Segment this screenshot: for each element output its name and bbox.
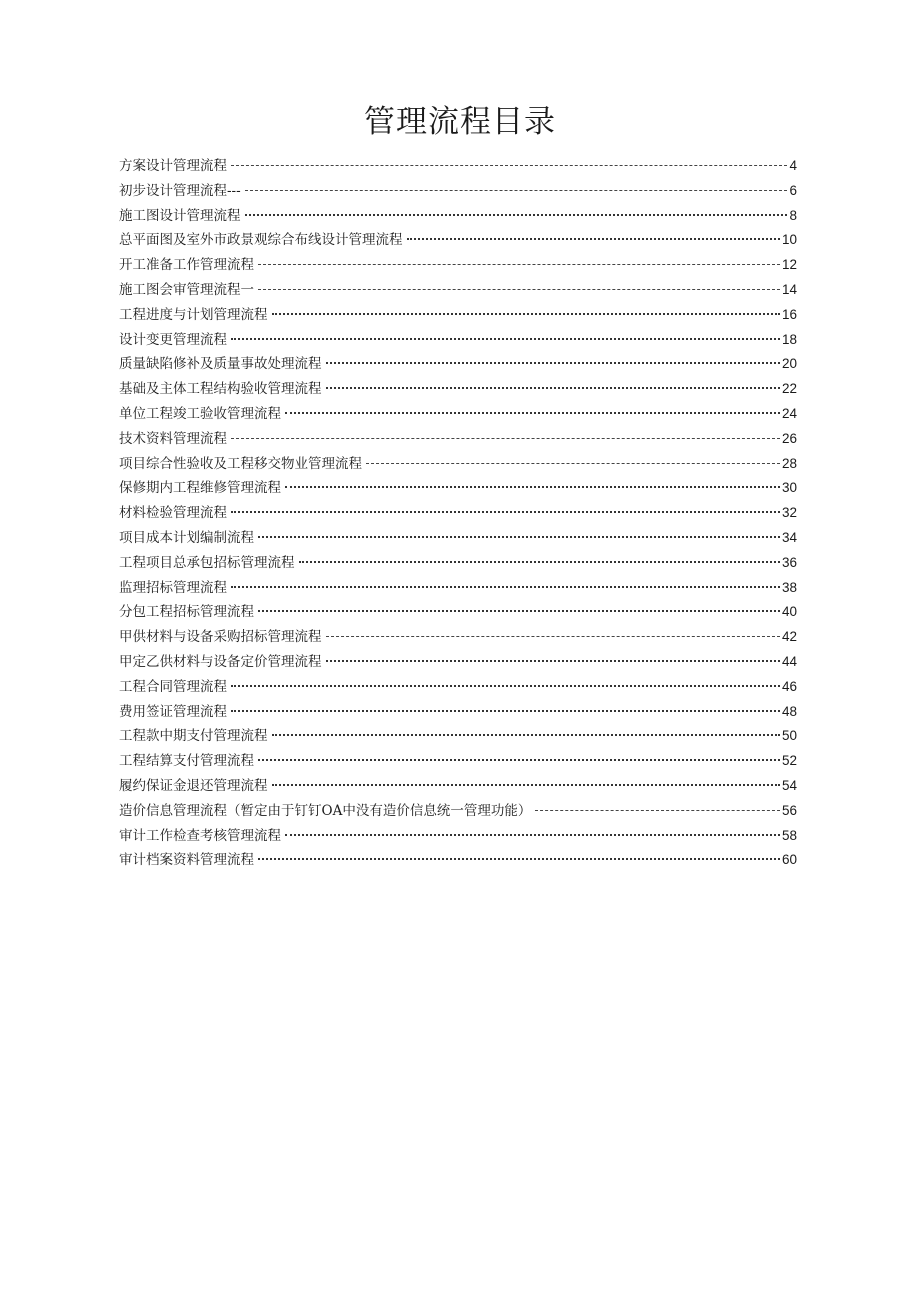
toc-entry-leader	[231, 338, 780, 340]
toc-entry[interactable]	[119, 278, 797, 303]
toc-entry[interactable]	[119, 328, 797, 353]
toc-entry-page-number: 14	[781, 281, 797, 297]
toc-entry-label: 设计变更管理流程	[119, 331, 227, 348]
toc-entry[interactable]	[119, 377, 797, 402]
toc-entry-leader	[245, 190, 788, 191]
toc-entry[interactable]	[119, 824, 797, 849]
toc-entry-leader	[231, 710, 780, 712]
toc-entry-page-number: 22	[781, 381, 797, 397]
toc-entry-leader	[285, 412, 780, 414]
toc-entry-label: 工程进度与计划管理流程	[119, 306, 268, 323]
toc-entry-label: 工程项目总承包招标管理流程	[119, 554, 295, 571]
toc-entry-label: 保修期内工程维修管理流程	[119, 480, 281, 497]
toc-entry-page-number: 8	[789, 207, 797, 223]
toc-entry-label: 甲供材料与设备采购招标管理流程	[119, 629, 322, 646]
toc-entry-leader	[299, 561, 780, 563]
toc-entry-label: 质量缺陷修补及质量事故处理流程	[119, 356, 322, 373]
page-title: 管理流程目录	[364, 104, 556, 140]
toc-entry-leader	[407, 238, 780, 240]
toc-entry-leader	[231, 438, 780, 439]
toc-entry-page-number: 16	[781, 306, 797, 322]
toc-entry-label: 开工准备工作管理流程	[119, 257, 254, 274]
toc-entry-page-number: 28	[781, 455, 797, 471]
toc-entry-label: 总平面图及室外市政景观综合布线设计管理流程	[119, 232, 403, 249]
toc-entry-page-number: 48	[781, 703, 797, 719]
toc-entry[interactable]	[119, 576, 797, 601]
toc-entry-page-number: 20	[781, 356, 797, 372]
toc-entry-page-number: 6	[789, 182, 797, 198]
toc-entry-page-number: 44	[781, 653, 797, 669]
toc-entry[interactable]	[119, 724, 797, 749]
toc-entry-page-number: 4	[789, 158, 797, 173]
toc-entry-page-number: 30	[781, 480, 797, 496]
toc-entry-page-number: 42	[781, 629, 797, 645]
toc-entry-leader	[231, 511, 780, 513]
toc-entry[interactable]	[119, 303, 797, 328]
toc-entry[interactable]	[119, 402, 797, 427]
toc-entry-page-number: 26	[781, 430, 797, 446]
toc-entry-leader	[326, 362, 780, 364]
toc-entry[interactable]	[119, 848, 797, 873]
toc-entry[interactable]	[119, 675, 797, 700]
toc-entry[interactable]	[119, 427, 797, 452]
toc-entry-leader	[272, 734, 780, 736]
toc-entry-leader	[258, 610, 780, 612]
toc-entry-leader	[258, 858, 780, 860]
toc-entry-page-number: 54	[781, 777, 797, 793]
toc-entry-leader	[245, 214, 788, 216]
toc-entry-label: 分包工程招标管理流程	[119, 604, 254, 621]
toc-entry[interactable]	[119, 352, 797, 377]
toc-entry-leader	[326, 636, 780, 637]
toc-entry-label: 审计档案资料管理流程	[119, 852, 254, 869]
toc-entry-label: 技术资料管理流程	[119, 430, 227, 447]
toc-entry[interactable]	[119, 476, 797, 501]
toc-entry-page-number: 10	[781, 232, 797, 248]
toc-entry-page-number: 52	[781, 753, 797, 769]
toc-entry-page-number: 58	[781, 827, 797, 843]
toc-entry-page-number: 40	[781, 604, 797, 620]
toc-entry-label: 项目综合性验收及工程移交物业管理流程	[119, 455, 362, 472]
toc-entry[interactable]	[119, 204, 797, 229]
toc-entry-label: 单位工程竣工验收管理流程	[119, 405, 281, 422]
toc-entry-page-number: 56	[781, 802, 797, 818]
toc-entry-page-number: 18	[781, 331, 797, 347]
toc-entry-leader	[258, 264, 780, 265]
toc-entry-label: 费用签证管理流程	[119, 703, 227, 720]
toc-entry-leader	[258, 759, 780, 761]
toc-entry-label: 造价信息管理流程（暂定由于钉钉OA中没有造价信息统一管理功能）	[119, 802, 532, 819]
table-of-contents	[119, 154, 797, 873]
toc-entry-label: 审计工作检查考核管理流程	[119, 827, 281, 844]
toc-entry-page-number: 32	[781, 505, 797, 521]
toc-entry-leader	[326, 660, 780, 662]
toc-entry[interactable]	[119, 700, 797, 725]
toc-entry-label: 方案设计管理流程	[119, 158, 227, 174]
toc-entry[interactable]	[119, 228, 797, 253]
toc-entry-leader	[231, 685, 780, 687]
toc-entry-page-number: 38	[781, 579, 797, 595]
toc-entry-label: 履约保证金退还管理流程	[119, 777, 268, 794]
toc-entry-label: 甲定乙供材料与设备定价管理流程	[119, 653, 322, 670]
toc-entry[interactable]	[119, 526, 797, 551]
toc-entry-page-number: 12	[781, 257, 797, 273]
toc-entry[interactable]	[119, 650, 797, 675]
toc-entry[interactable]	[119, 253, 797, 278]
toc-entry-page-number: 60	[781, 852, 797, 868]
toc-entry-label: 工程结算支付管理流程	[119, 753, 254, 770]
toc-entry-leader	[326, 387, 780, 389]
toc-entry-page-number: 34	[781, 529, 797, 545]
toc-entry-leader	[231, 165, 787, 166]
toc-entry-leader	[366, 463, 780, 464]
toc-entry[interactable]	[119, 452, 797, 477]
toc-entry[interactable]	[119, 551, 797, 576]
toc-entry-label: 基础及主体工程结构验收管理流程	[119, 381, 322, 398]
toc-entry-leader	[285, 486, 780, 488]
toc-entry-leader	[535, 810, 780, 811]
toc-entry-leader	[258, 289, 780, 290]
toc-entry[interactable]	[119, 600, 797, 625]
toc-entry-label: 工程合同管理流程	[119, 678, 227, 695]
toc-entry-leader	[231, 586, 780, 588]
toc-entry[interactable]	[119, 154, 797, 179]
toc-entry-page-number: 46	[781, 678, 797, 694]
toc-entry-label: 初步设计管理流程---	[119, 182, 241, 199]
toc-entry-label: 项目成本计划编制流程	[119, 529, 254, 546]
toc-entry[interactable]	[119, 749, 797, 774]
toc-entry[interactable]	[119, 774, 797, 799]
toc-entry[interactable]	[119, 625, 797, 650]
toc-entry-page-number: 24	[781, 405, 797, 421]
toc-entry-label: 施工图会审管理流程一	[119, 281, 254, 298]
toc-entry-label: 材料检验管理流程	[119, 505, 227, 522]
toc-entry-label: 施工图设计管理流程	[119, 207, 241, 224]
toc-entry-label: 工程款中期支付管理流程	[119, 728, 268, 745]
toc-entry-leader	[285, 834, 780, 836]
toc-entry-leader	[272, 313, 780, 315]
toc-entry-leader	[258, 536, 780, 538]
toc-entry-label: 监理招标管理流程	[119, 579, 227, 596]
toc-entry[interactable]	[119, 501, 797, 526]
toc-entry-page-number: 36	[781, 554, 797, 570]
toc-entry-leader	[272, 784, 780, 786]
toc-entry[interactable]	[119, 179, 797, 204]
toc-entry[interactable]	[119, 799, 797, 824]
toc-entry-page-number: 50	[781, 728, 797, 744]
